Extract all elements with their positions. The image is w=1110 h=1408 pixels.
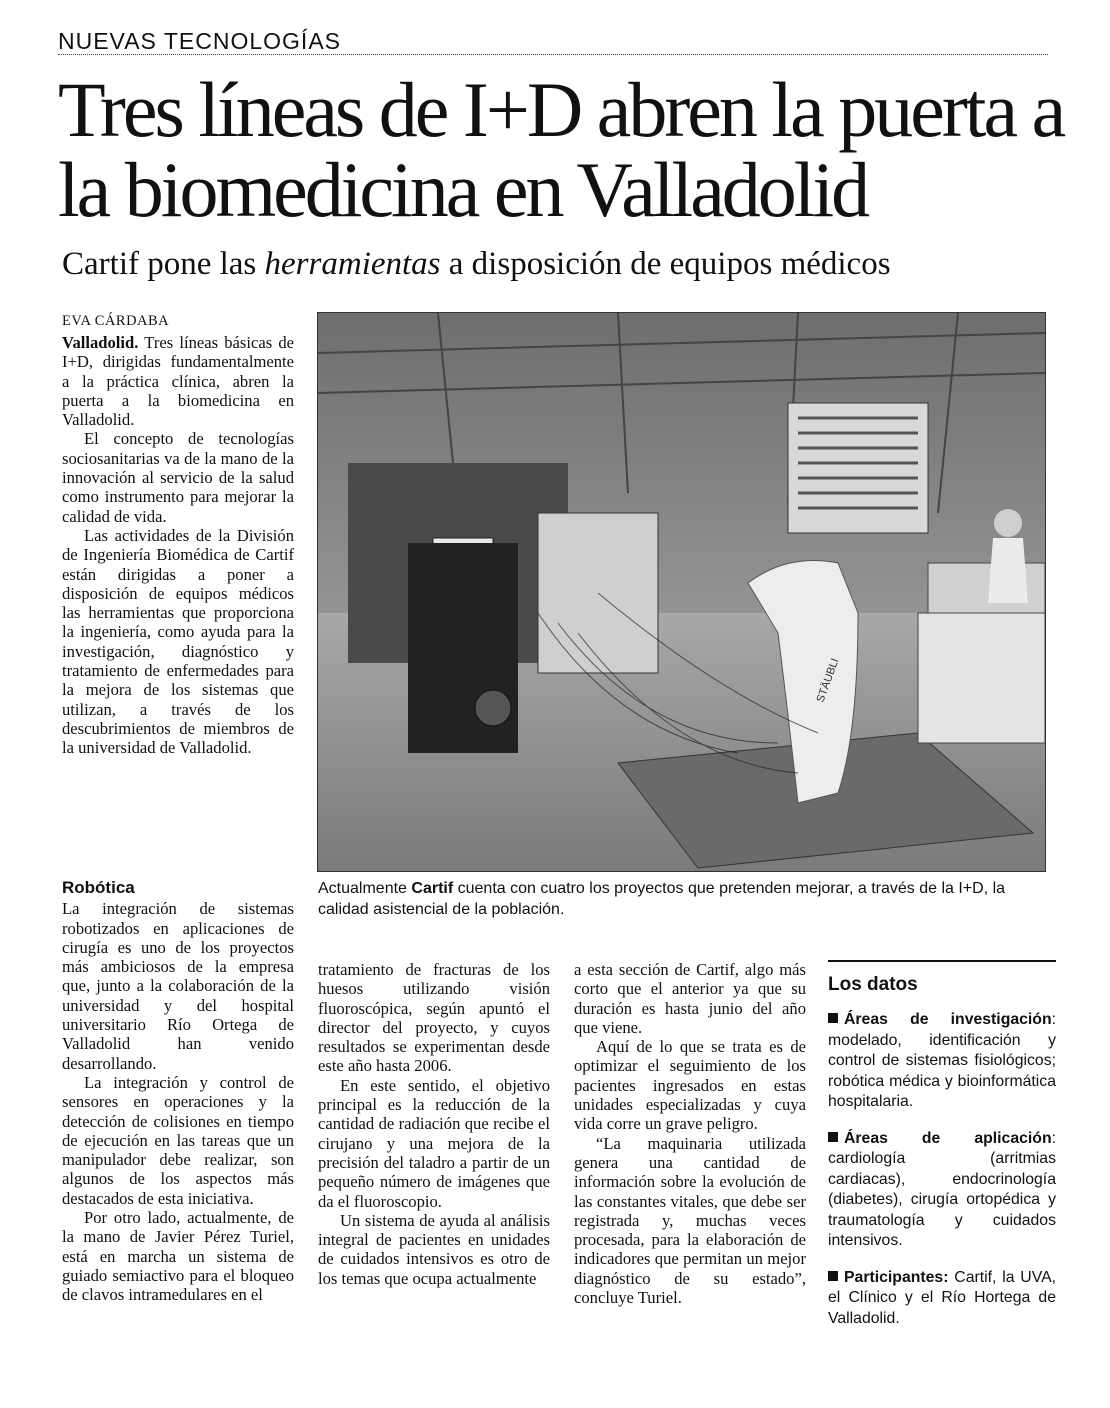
subheadline-pre: Cartif pone las (62, 246, 265, 282)
robot-brand: STÄUBLI (814, 656, 842, 705)
column-1-robotica (62, 878, 294, 1305)
column-3 (574, 960, 806, 1307)
column-2 (318, 960, 550, 1288)
section-rule (58, 54, 1048, 55)
body-paragraph: La integración de sistemas robotizados en aplicaciones de cirugía es uno de los proyectos más ambiciosos de la empresa que, junto a la colaboración de la universidad y del hospital universitario Río Ortega de Valladolid han venido desarrollando. (62, 899, 294, 1073)
subheadline-emphasis: herramientas (264, 246, 441, 282)
los-datos-box (828, 960, 1056, 1345)
lead-text: Tres líneas básicas de I+D, dirigidas fundamentalmente a la práctica clínica, abren la puerta a la biomedicina en Valladolid. (62, 333, 294, 430)
datos-item (828, 1010, 1056, 1113)
datos-item-text: : cardiología (arritmias cardiacas), endocrinología (diabetes), cirugía ortopédica y traumatología y cuidados intensivos. (828, 1129, 1056, 1249)
bullet-square-icon (828, 1271, 838, 1281)
datos-item (828, 1129, 1056, 1252)
bullet-square-icon (828, 1013, 838, 1023)
subheadline-post: a disposición de equipos médicos (440, 246, 891, 282)
datos-item-text: Cartif, la UVA, el Clínico y el Río Hortega de Valladolid. (828, 1268, 1056, 1327)
body-paragraph: Por otro lado, actualmente, de la mano de Javier Pérez Turiel, está en marcha un sistema de guiado semiactivo para el bloqueo de clavos intramedulares en el (62, 1208, 294, 1305)
datos-item-label: Áreas de aplicación (844, 1129, 1052, 1147)
body-paragraph: a esta sección de Cartif, algo más corto que el anterior ya que su duración es hasta junio del año que viene. (574, 960, 806, 1037)
section-label: NUEVAS TECNOLOGÍAS (58, 28, 341, 54)
body-paragraph: Un sistema de ayuda al análisis integral de pacientes en unidades de cuidados intensivos es otro de los temas que ocupa actualmente (318, 1210, 550, 1288)
robotica-subtitle: Robótica (62, 878, 135, 897)
datos-item-label: Áreas de investigación (844, 1011, 1052, 1028)
subheadline (62, 246, 891, 283)
body-paragraph: tratamiento de fracturas de los huesos utilizando visión fluoroscópica, según apuntó el director del proyecto, y cuyos resultados se experimentan desde este año hasta 2006. (318, 960, 550, 1076)
headline: Tres líneas de I+D abren la puerta a la biomedicina en Valladolid (58, 66, 1064, 233)
body-paragraph: En este sentido, el objetivo principal es la reducción de la cantidad de radiación que recibe el cirujano y una mejora de la precisión del taladro a partir de un pequeño número de imágenes que da el fluoroscopio. (318, 1075, 550, 1211)
caption-post: cuenta con cuatro los proyectos que pretenden mejorar, a través de la I+D, la calidad asistencial de la población. (318, 880, 1006, 918)
body-paragraph: Aquí de lo que se trata es de optimizar el seguimiento de los pacientes ingresados en estas unidades especializadas y cuya vida corre un grave peligro. (574, 1037, 806, 1134)
photo-caption (318, 878, 1048, 920)
datos-item (828, 1268, 1056, 1330)
lead-paragraph (62, 333, 294, 429)
caption-pre: Actualmente (318, 880, 412, 897)
body-paragraph: Las actividades de la División de Ingeniería Biomédica de Cartif están dirigidas a poner a disposición de equipos médicos las herramientas que proporciona la ingeniería, como ayuda para la investigación, diagnóstico y tratamiento de enfermedades para la mejora de los sistemas que utilizan, a través de los descubrimientos de miembros de la universidad de Valladolid. (62, 525, 294, 758)
datos-item-text: : modelado, identificación y control de sistemas fisiológicos; robótica médica y bioinformática hospitalaria. (828, 1011, 1056, 1110)
body-paragraph: La integración y control de sensores en operaciones y la detección de colisiones en tiempo de ejecución en las tareas que un manipulador debe realizar, son algunos de los aspectos más destacados de esta iniciativa. (62, 1072, 294, 1208)
author-byline: EVA CÁRDABA (62, 313, 170, 329)
datos-item-label: Participantes: (844, 1268, 949, 1286)
lab-photo (317, 312, 1046, 872)
body-paragraph: “La maquinaria utilizada genera una cantidad de información sobre la evolución de las constantes vitales, que debe ser registrada y, muchas veces procesada, para la elaboración de indicadores que permitan un mejor diagnóstico de su estado”, concluye Turiel. (574, 1133, 806, 1308)
datos-title: Los datos (828, 974, 918, 995)
bullet-square-icon (828, 1132, 838, 1142)
body-paragraph: El concepto de tecnologías sociosanitarias va de la mano de la innovación al servicio de la salud como instrumento para mejorar la calidad de vida. (62, 429, 294, 526)
lead-place: Valladolid. (62, 333, 139, 352)
column-1-intro (62, 333, 294, 758)
caption-bold: Cartif (411, 880, 454, 897)
